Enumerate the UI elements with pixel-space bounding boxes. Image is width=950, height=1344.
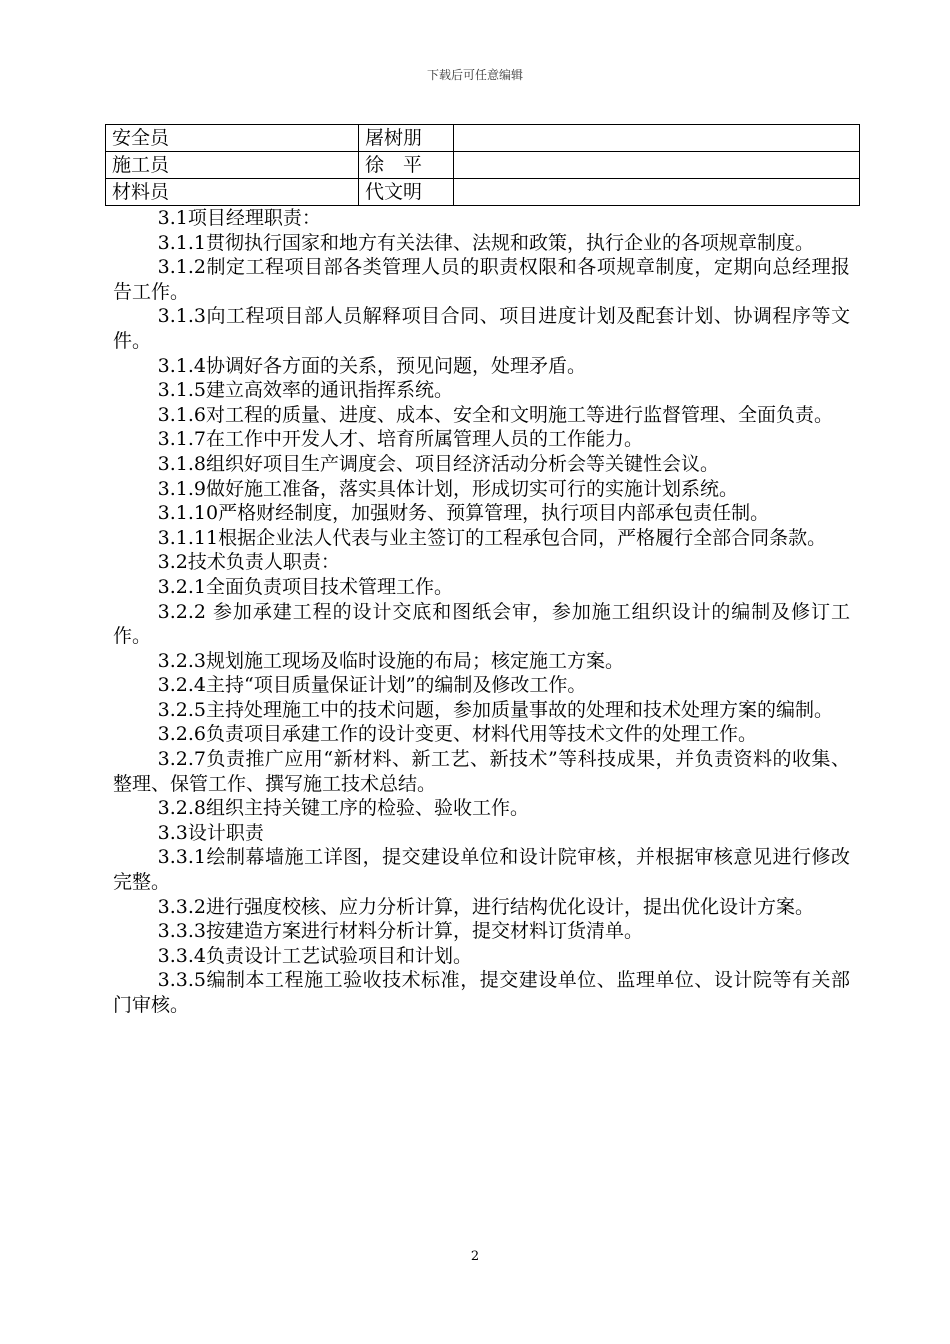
paragraph: 3.3.5编制本工程施工验收技术标准，提交建设单位、监理单位、设计院等有关部门审核。 [113,969,850,1016]
document-body [113,206,850,1018]
table-row [106,125,860,152]
section-heading: 3.3设计职责 [157,821,264,844]
paragraph: 3.1.9做好施工准备，落实具体计划，形成切实可行的实施计划系统。 [157,477,738,500]
paragraph: 3.3.4负责设计工艺试验项目和计划。 [157,944,472,967]
paragraph: 3.2.2 参加承建工程的设计交底和图纸会审，参加施工组织设计的编制及修订工作。 [113,600,850,648]
paragraph: 3.1.3向工程项目部人员解释项目合同、项目进度计划及配套计划、协调程序等文件。 [113,305,850,352]
name-cell: 代文明 [359,179,454,206]
paragraph: 3.1.10严格财经制度，加强财务、预算管理，执行项目内部承包责任制。 [157,502,770,525]
paragraph: 3.1.1贯彻执行国家和地方有关法律、法规和政策，执行企业的各项规章制度。 [157,231,814,254]
note-cell [454,125,860,152]
role-cell: 施工员 [106,152,359,179]
paragraph: 3.3.3按建造方案进行材料分析计算，提交材料订货清单。 [157,920,643,943]
paragraph: 3.1.7在工作中开发人才、培育所属管理人员的工作能力。 [157,428,643,451]
paragraph: 3.3.1绘制幕墙施工详图，提交建设单位和设计院审核，并根据审核意见进行修改完整。 [113,846,850,894]
note-cell [454,152,860,179]
paragraph: 3.2.5主持处理施工中的技术问题，参加质量事故的处理和技术处理方案的编制。 [157,698,833,721]
paragraph: 3.2.8组织主持关键工序的检验、验收工作。 [157,797,529,820]
staff-table [105,124,860,206]
paragraph: 3.3.2进行强度校核、应力分析计算，进行结构优化设计，提出优化设计方案。 [157,895,814,918]
table-row [106,152,860,179]
header-note: 下载后可任意编辑 [426,68,523,82]
paragraph: 3.1.11根据企业法人代表与业主签订的工程承包合同，严格履行全部合同条款。 [157,526,827,549]
section-heading: 3.2技术负责人职责： [157,551,340,574]
paragraph: 3.2.1全面负责项目技术管理工作。 [157,575,453,598]
paragraph: 3.2.7负责推广应用“新材料、新工艺、新技术”等科技成果，并负责资料的收集、整理、保管工作、撰写施工技术总结。 [113,748,850,795]
paragraph: 3.2.6负责项目承建工作的设计变更、材料代用等技术文件的处理工作。 [157,723,757,746]
page-number: 2 [470,1249,480,1264]
paragraph: 3.2.4主持“项目质量保证计划”的编制及修改工作。 [157,674,587,697]
paragraph: 3.1.6对工程的质量、进度、成本、安全和文明施工等进行监督管理、全面负责。 [157,403,833,426]
name-cell: 徐 平 [359,152,454,179]
table-row [106,179,860,206]
paragraph: 3.1.4协调好各方面的关系，预见问题，处理矛盾。 [157,354,586,377]
name-cell: 屠树朋 [359,125,454,152]
paragraph: 3.1.5建立高效率的通讯指挥系统。 [157,379,453,402]
role-cell: 材料员 [106,179,359,206]
section-heading: 3.1项目经理职责： [157,207,321,229]
role-cell: 安全员 [106,125,359,152]
paragraph: 3.1.2制定工程项目部各类管理人员的职责权限和各项规章制度，定期向总经理报告工作。 [113,256,850,303]
note-cell [454,179,860,206]
paragraph: 3.1.8组织好项目生产调度会、项目经济活动分析会等关键性会议。 [157,452,719,475]
paragraph: 3.2.3规划施工现场及临时设施的布局；核定施工方案。 [157,649,624,672]
